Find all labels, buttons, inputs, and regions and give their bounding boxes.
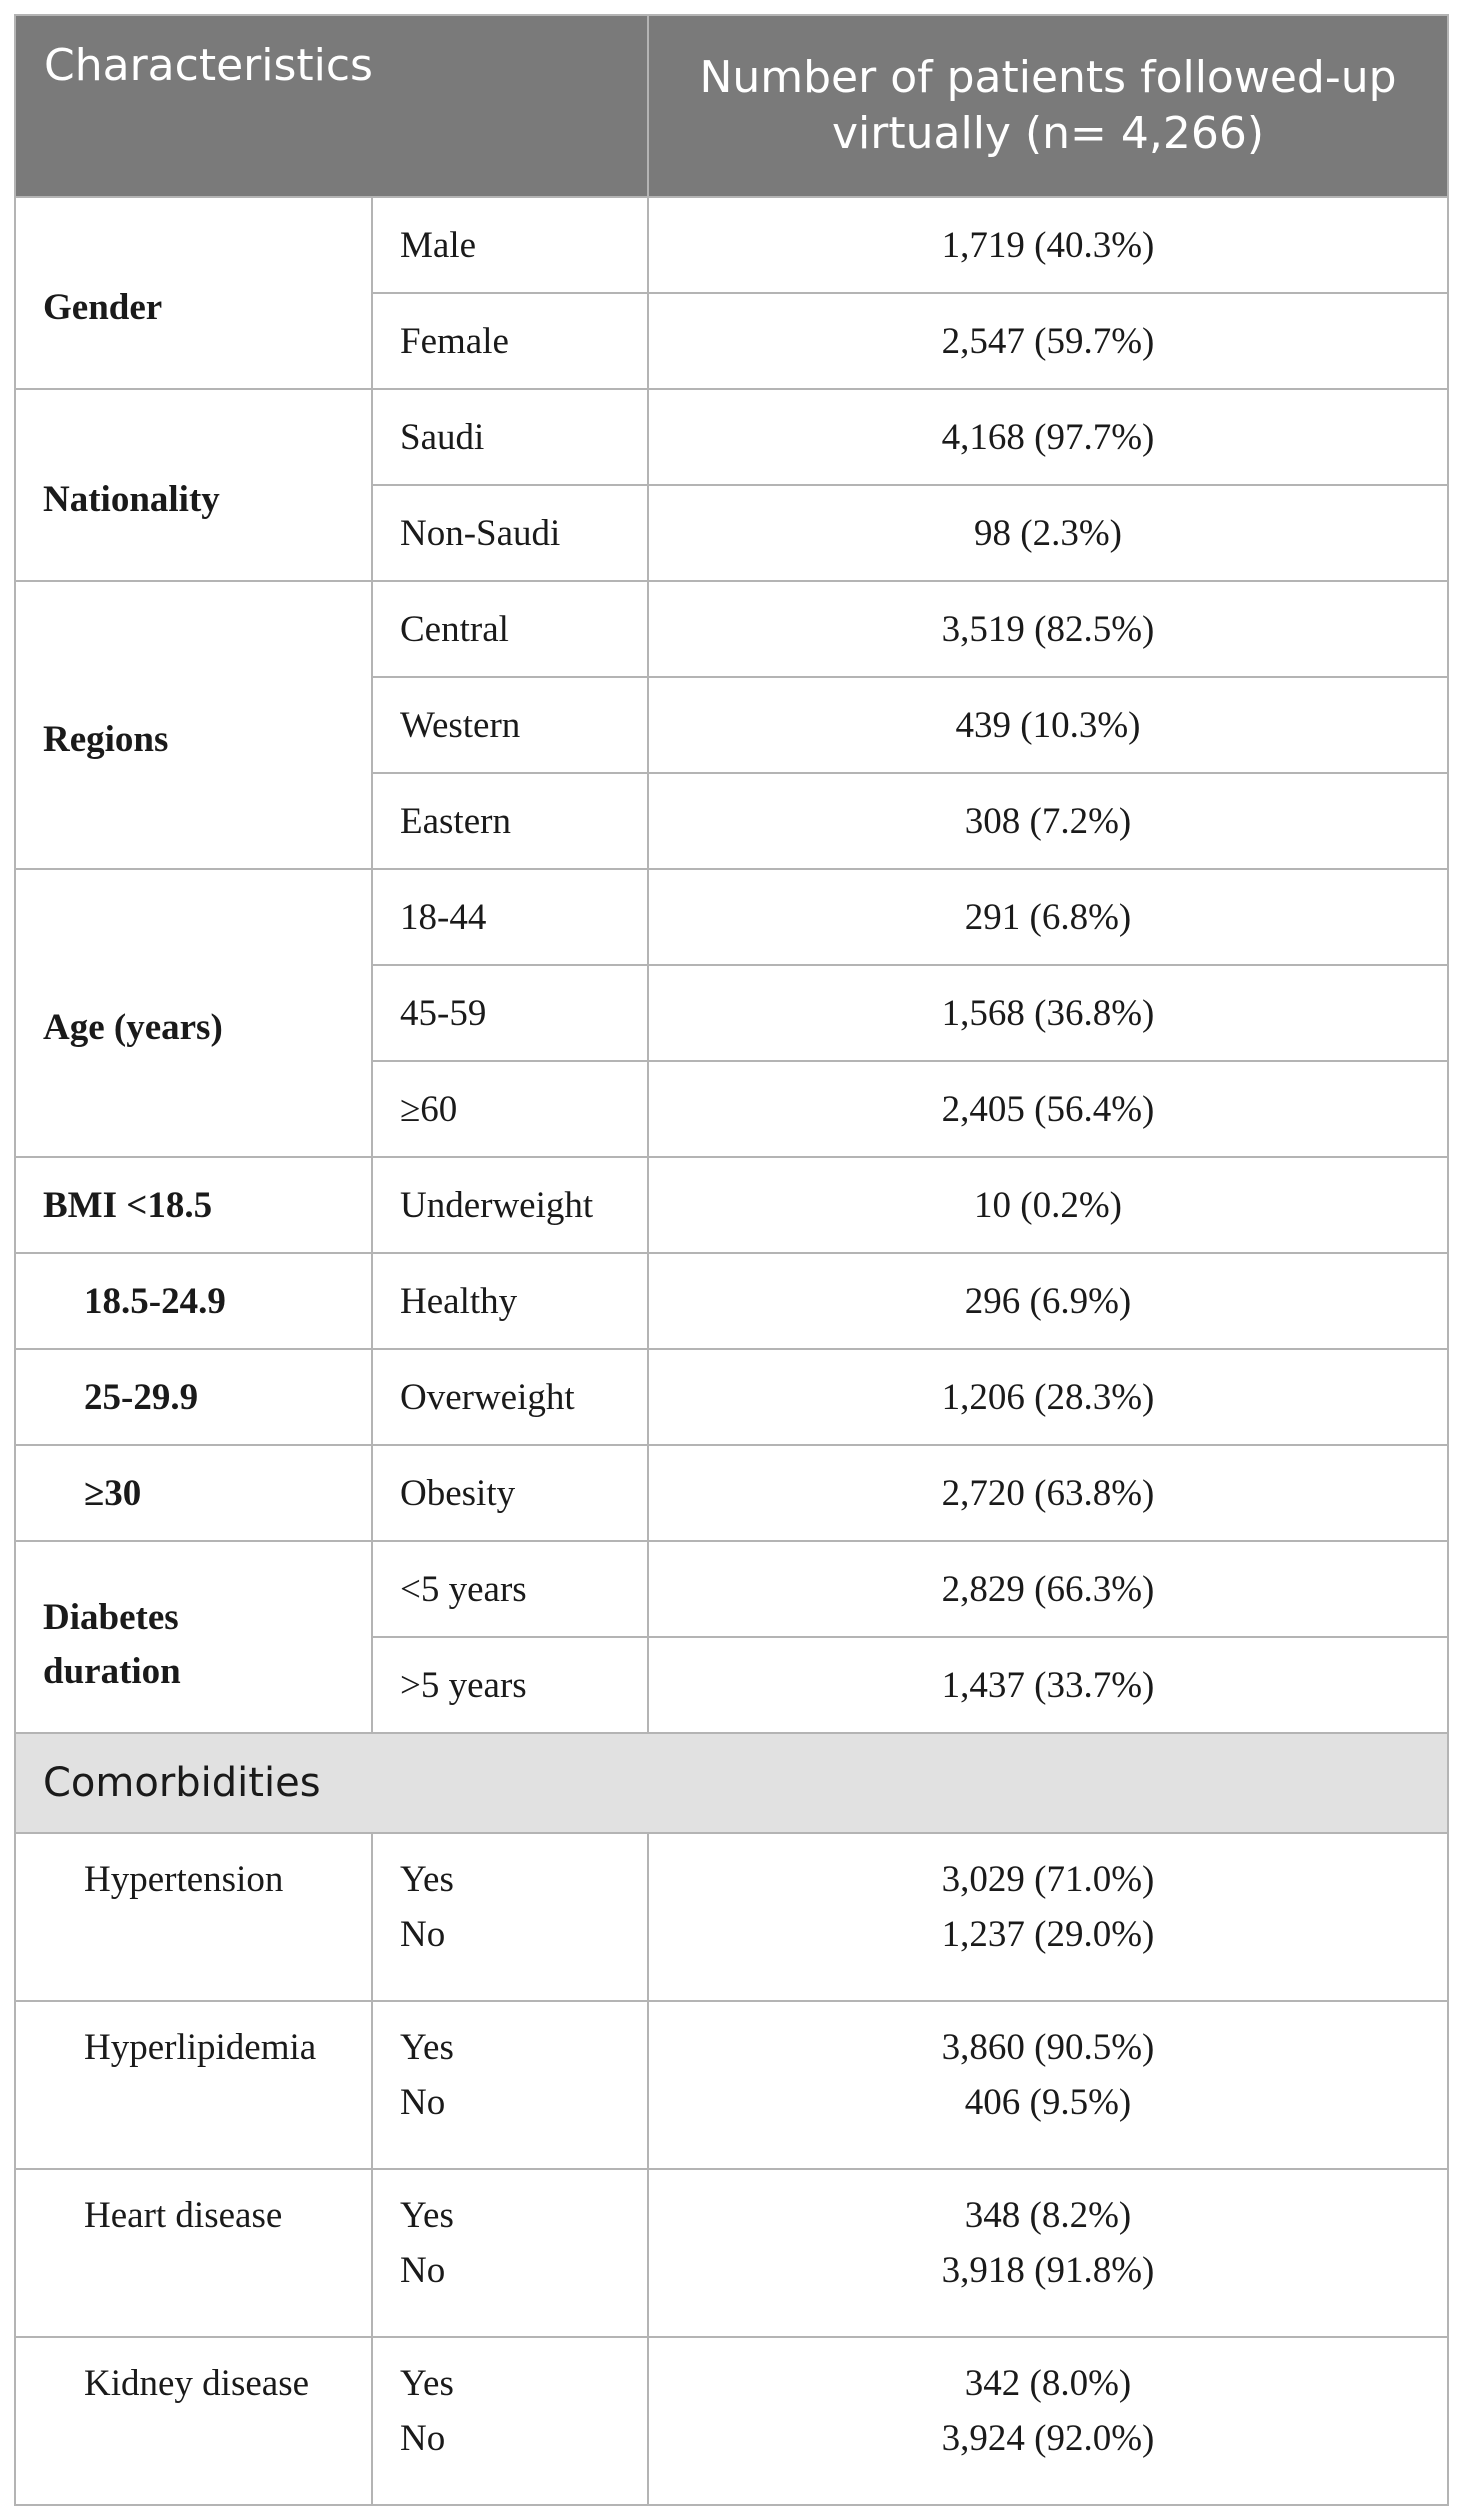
value-cell: 1,206 (28.3%) [648, 1349, 1448, 1445]
no-value: 406 (9.5%) [964, 2082, 1132, 2123]
value-cell: 2,405 (56.4%) [648, 1061, 1448, 1157]
sub-label: ≥60 [372, 1061, 648, 1157]
sub-label: 18-44 [372, 869, 648, 965]
characteristics-table [14, 14, 1449, 2506]
group-label-gender: Gender [15, 197, 372, 389]
sub-label: Underweight [372, 1157, 648, 1253]
table-row [15, 1349, 1448, 1445]
value-cell: 1,437 (33.7%) [648, 1637, 1448, 1733]
yes-no-labels [372, 2169, 648, 2337]
sub-label: Central [372, 581, 648, 677]
value-cell: 1,719 (40.3%) [648, 197, 1448, 293]
sub-label: 45-59 [372, 965, 648, 1061]
comorbidity-row [15, 2169, 1448, 2337]
value-cell: 2,829 (66.3%) [648, 1541, 1448, 1637]
value-cell: 2,547 (59.7%) [648, 293, 1448, 389]
comorbidity-row [15, 2337, 1448, 2505]
sub-label: <5 years [372, 1541, 648, 1637]
comorbidity-name: Heart disease [15, 2169, 372, 2337]
value-cell: 10 (0.2%) [648, 1157, 1448, 1253]
value-cell: 296 (6.9%) [648, 1253, 1448, 1349]
no-label: No [400, 1914, 446, 1955]
group-label-age: Age (years) [15, 869, 372, 1157]
yes-value: 3,029 (71.0%) [941, 1859, 1155, 1900]
value-cell: 2,720 (63.8%) [648, 1445, 1448, 1541]
table-row [15, 197, 1448, 293]
yes-no-labels [372, 2337, 648, 2505]
no-label: No [400, 2418, 446, 2459]
sub-label: Male [372, 197, 648, 293]
yes-label: Yes [400, 2363, 454, 2404]
sub-label: Obesity [372, 1445, 648, 1541]
value-cell: 439 (10.3%) [648, 677, 1448, 773]
no-value: 3,924 (92.0%) [941, 2418, 1155, 2459]
table-row [15, 581, 1448, 677]
comorbidity-name: Hypertension [15, 1833, 372, 2001]
value-cell: 98 (2.3%) [648, 485, 1448, 581]
bmi-range-label: 18.5-24.9 [15, 1253, 372, 1349]
table-row [15, 869, 1448, 965]
yes-label: Yes [400, 2027, 454, 2068]
yes-value: 3,860 (90.5%) [941, 2027, 1155, 2068]
yes-value: 348 (8.2%) [964, 2195, 1132, 2236]
sub-label: Healthy [372, 1253, 648, 1349]
comorbidity-row [15, 2001, 1448, 2169]
comorbidity-name: Kidney disease [15, 2337, 372, 2505]
no-label: No [400, 2250, 446, 2291]
diabetes-label-line1: Diabetes [43, 1597, 179, 1638]
no-value: 1,237 (29.0%) [941, 1914, 1155, 1955]
yes-no-values [648, 2337, 1448, 2505]
group-label-regions: Regions [15, 581, 372, 869]
yes-value: 342 (8.0%) [964, 2363, 1132, 2404]
yes-no-labels [372, 1833, 648, 2001]
table-row [15, 1253, 1448, 1349]
yes-label: Yes [400, 1859, 454, 1900]
group-label-bmi: BMI <18.5 [15, 1157, 372, 1253]
yes-no-labels [372, 2001, 648, 2169]
table-row [15, 1157, 1448, 1253]
header-row [15, 15, 1448, 197]
table-row [15, 1541, 1448, 1637]
comorbidity-row [15, 1833, 1448, 2001]
diabetes-label-line2: duration [43, 1651, 181, 1692]
sub-label: Non-Saudi [372, 485, 648, 581]
section-row [15, 1733, 1448, 1833]
header-characteristics: Characteristics [15, 15, 648, 197]
value-cell: 308 (7.2%) [648, 773, 1448, 869]
yes-label: Yes [400, 2195, 454, 2236]
header-patient-count [648, 15, 1448, 197]
sub-label: Female [372, 293, 648, 389]
comorbidity-name: Hyperlipidemia [15, 2001, 372, 2169]
sub-label: Saudi [372, 389, 648, 485]
value-cell: 4,168 (97.7%) [648, 389, 1448, 485]
yes-no-values [648, 1833, 1448, 2001]
value-cell: 3,519 (82.5%) [648, 581, 1448, 677]
table-row [15, 1445, 1448, 1541]
yes-no-values [648, 2001, 1448, 2169]
no-label: No [400, 2082, 446, 2123]
no-value: 3,918 (91.8%) [941, 2250, 1155, 2291]
bmi-range-label: ≥30 [15, 1445, 372, 1541]
sub-label: Eastern [372, 773, 648, 869]
yes-no-values [648, 2169, 1448, 2337]
table-row [15, 389, 1448, 485]
header-patient-count-line2: virtually (n= 4,266) [832, 108, 1264, 159]
section-title-comorbidities: Comorbidities [15, 1733, 1448, 1833]
value-cell: 1,568 (36.8%) [648, 965, 1448, 1061]
sub-label: Western [372, 677, 648, 773]
header-patient-count-line1: Number of patients followed-up [699, 52, 1397, 103]
sub-label: >5 years [372, 1637, 648, 1733]
value-cell: 291 (6.8%) [648, 869, 1448, 965]
bmi-range-label: 25-29.9 [15, 1349, 372, 1445]
group-label-nationality: Nationality [15, 389, 372, 581]
sub-label: Overweight [372, 1349, 648, 1445]
group-label-diabetes-duration [15, 1541, 372, 1733]
